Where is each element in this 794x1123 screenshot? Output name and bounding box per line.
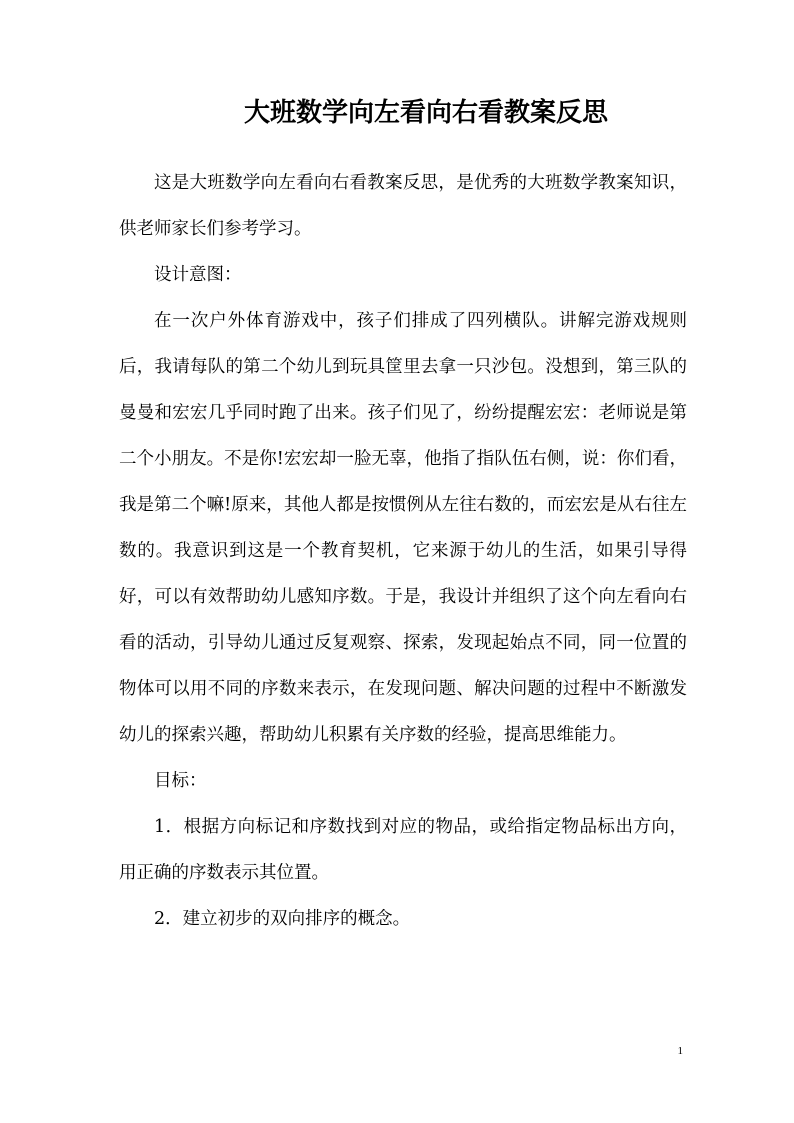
document-body <box>119 160 687 942</box>
goal-item-2: 2．建立初步的双向排序的概念。 <box>154 909 411 929</box>
design-intent-paragraph: 在一次户外体育游戏中，孩子们排成了四列横队。讲解完游戏规则后，我请每队的第二个幼儿到玩具筐里去拿一只沙包。没想到，第三队的曼曼和宏宏几乎同时跑了出来。孩子们见了，纷纷提醒宏宏：老师说是第二个小朋友。不是你!宏宏却一脸无辜，他指了指队伍右侧，说：你们看，我是第二个嘛!原来，其他人都是按惯例从左往右数的，而宏宏是从右往左数的。我意识到这是一个教育契机，它来源于幼儿的生活，如果引导得好，可以有效帮助幼儿感知序数。于是，我设计并组织了这个向左看向右看的活动，引导幼儿通过反复观察、探索，发现起始点不同，同一位置的物体可以用不同的序数来表示，在发现问题、解决问题的过程中不断激发幼儿的探索兴趣，帮助幼儿积累有关序数的经验，提高思维能力。 <box>119 311 687 745</box>
goals-heading: 目标： <box>154 771 207 791</box>
document-title: 大班数学向左看向右看教案反思 <box>243 98 608 128</box>
goal-item-1: 1．根据方向标记和序数找到对应的物品，或给指定物品标出方向，用正确的序数表示其位置。 <box>119 817 687 883</box>
page-number: 1 <box>677 1045 683 1057</box>
intro-paragraph: 这是大班数学向左看向右看教案反思，是优秀的大班数学教案知识，供老师家长们参考学习。 <box>119 173 687 239</box>
design-intent-heading: 设计意图： <box>154 265 242 285</box>
